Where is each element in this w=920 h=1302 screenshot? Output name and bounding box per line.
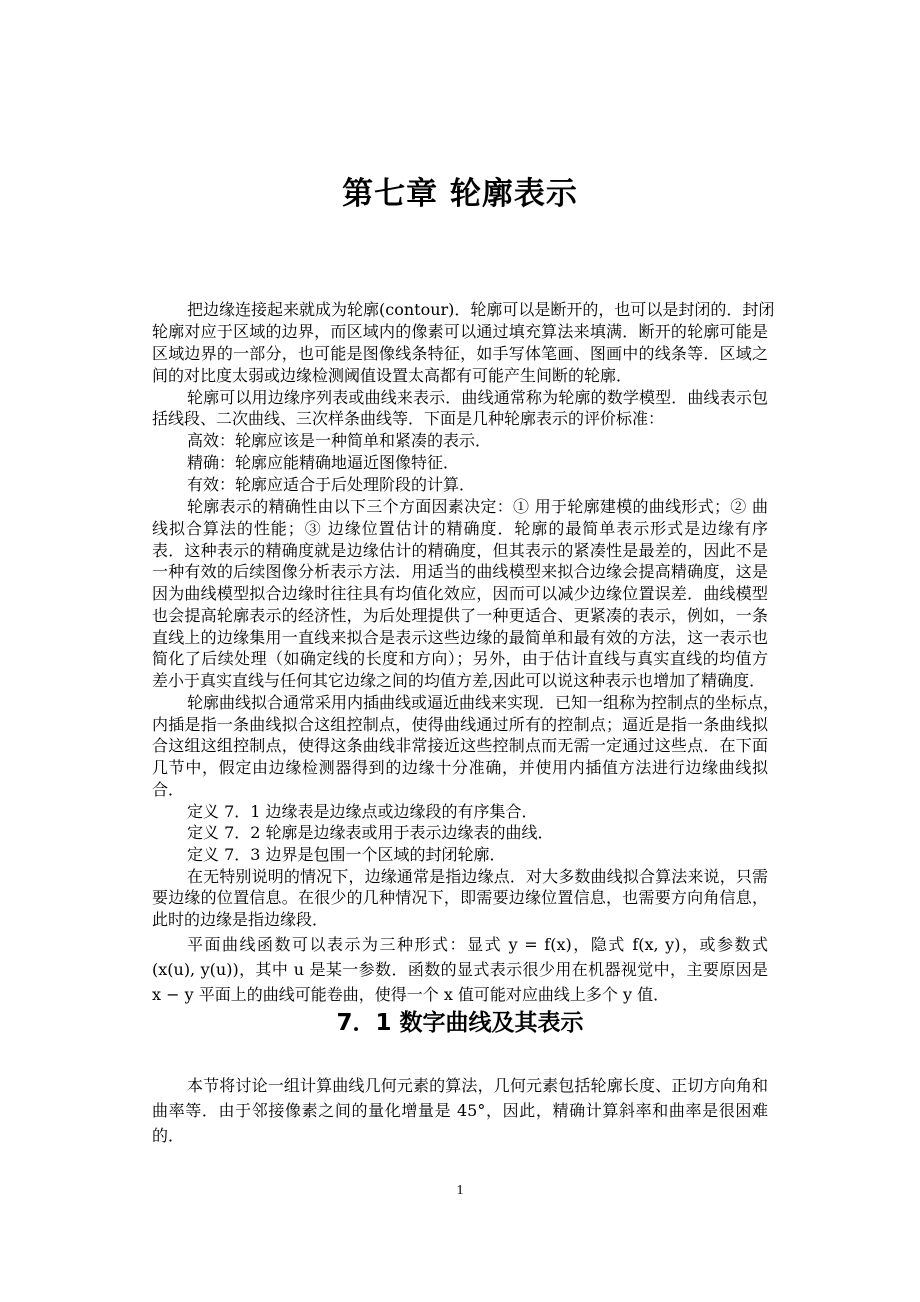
text-line: 在无特别说明的情况下，边缘通常是指边缘点．对大多数曲线拟合算法来说，只需	[187, 867, 768, 886]
section-title: 7．1 数字曲线及其表示	[336, 1010, 584, 1036]
chapter-title: 第七章 轮廓表示	[342, 176, 578, 212]
text-line: 内插是指一条曲线拟合这组控制点，使得曲线通过所有的控制点；逼近是指一条曲线拟	[152, 715, 768, 734]
text-line: 定义 7．2 轮廓是边缘表或用于表示边缘表的曲线．	[187, 823, 554, 842]
text-line: 有效：轮廓应适合于后处理阶段的计算．	[187, 475, 476, 494]
text-line: 此时的边缘是指边缘段．	[152, 910, 329, 929]
text-line: 曲率等．由于邻接像素之间的量化增量是 45°，因此，精确计算斜率和曲率是很困难	[152, 1101, 768, 1120]
text-line: 间的对比度太弱或边缘检测阈值设置太高都有可能产生间断的轮廓．	[152, 366, 633, 385]
text-line: 线拟合算法的性能；③ 边缘位置估计的精确度．轮廓的最简单表示形式是边缘有序	[152, 519, 768, 538]
text-line: 一种有效的后续图像分析表示方法．用适当的曲线模型来拟合边缘会提高精确度，这是	[152, 562, 768, 581]
text-line: 轮廓可以用边缘序列表或曲线来表示．曲线通常称为轮廓的数学模型．曲线表示包	[187, 388, 768, 407]
text-line: 合．	[152, 780, 185, 799]
text-line: 轮廓对应于区域的边界，而区域内的像素可以通过填充算法来填满．断开的轮廓可能是	[152, 322, 768, 341]
text-line: 要边缘的位置信息。在很少的几种情况下，即需要边缘位置信息，也需要方向角信息，	[152, 888, 768, 907]
text-line: 的．	[152, 1126, 185, 1145]
text-line: 高效：轮廓应该是一种简单和紧凑的表示．	[187, 431, 492, 450]
text-line: 括线段、二次曲线、三次样条曲线等．下面是几种轮廓表示的评价标准：	[152, 409, 665, 428]
text-line: 差小于真实直线与任何其它边缘之间的均值方差,因此可以说这种表示也增加了精确度．	[152, 671, 766, 690]
text-line: 直线上的边缘集用一直线来拟合是表示这些边缘的最简单和最有效的方法，这一表示也	[152, 628, 768, 647]
text-line: 轮廓表示的精确性由以下三个方面因素决定：① 用于轮廓建模的曲线形式；② 曲	[187, 497, 768, 516]
text-line: 区域边界的一部分，也可能是图像线条特征，如手写体笔画、图画中的线条等．区域之	[152, 344, 768, 363]
text-line: 定义 7．3 边界是包围一个区域的封闭轮廓．	[187, 845, 506, 864]
text-line: 把边缘连接起来就成为轮廓(contour)．轮廓可以是断开的，也可以是封闭的．封闭	[187, 300, 775, 319]
text-line: 本节将讨论一组计算曲线几何元素的算法，几何元素包括轮廓长度、正切方向角和	[187, 1076, 768, 1095]
text-line: (x(u), y(u))，其中 u 是某一参数．函数的显式表示很少用在机器视觉中，主要原因是	[152, 960, 768, 979]
page-number: 1	[456, 1183, 464, 1198]
text-line: x − y 平面上的曲线可能卷曲，使得一个 x 值可能对应曲线上多个 y 值．	[152, 985, 670, 1004]
text-line: 定义 7．1 边缘表是边缘点或边缘段的有序集合．	[187, 802, 538, 821]
text-line: 表．这种表示的精确度就是边缘估计的精确度，但其表示的紧凑性是最差的，因此不是	[152, 541, 768, 560]
text-line: 因为曲线模型拟合边缘时往往具有均值化效应，因而可以减少边缘位置误差．曲线模型	[152, 584, 768, 603]
text-line: 轮廓曲线拟合通常采用内插曲线或逼近曲线来实现．已知一组称为控制点的坐标点，	[187, 693, 780, 712]
text-line: 合这组这组控制点，使得这条曲线非常接近这些控制点而无需一定通过这些点．在下面	[152, 736, 768, 755]
text-line: 也会提高轮廓表示的经济性，为后处理提供了一种更适合、更紧凑的表示，例如，一条	[152, 606, 768, 625]
text-line: 简化了后续处理（如确定线的长度和方向）；另外，由于估计直线与真实直线的均值方	[152, 649, 768, 668]
text-line: 几节中，假定由边缘检测器得到的边缘十分准确，并使用内插值方法进行边缘曲线拟	[152, 758, 768, 777]
text-line: 平面曲线函数可以表示为三种形式：显式 y = f(x)，隐式 f(x, y)，或参数式	[187, 935, 768, 954]
text-line: 精确：轮廓应能精确地逼近图像特征．	[187, 453, 460, 472]
